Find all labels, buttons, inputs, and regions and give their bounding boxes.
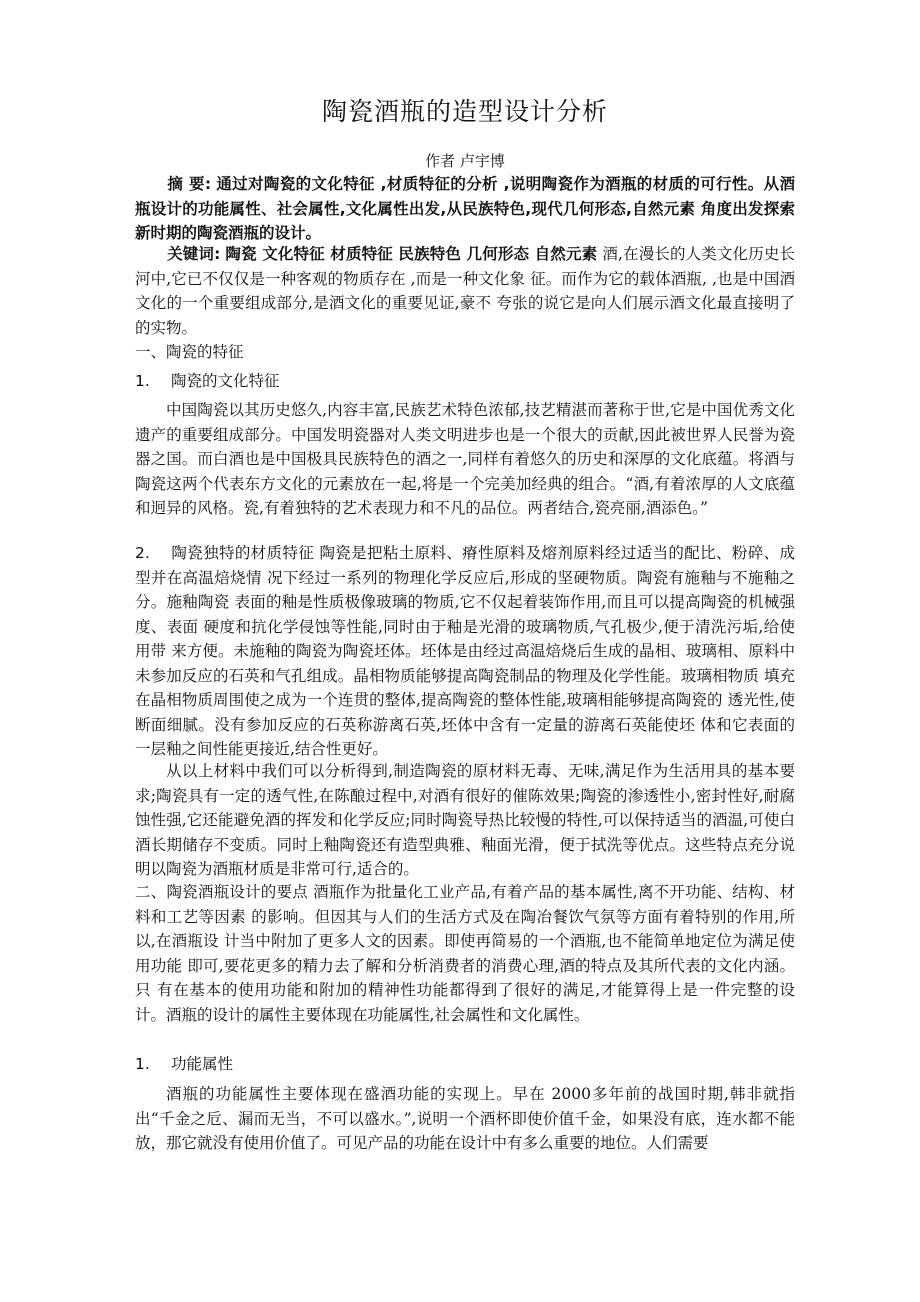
- subsection-title: 陶瓷的文化特征: [171, 372, 280, 390]
- author-line: 作者 卢宇博: [425, 152, 505, 170]
- intro-text: 酒,在漫长的人类文化历史长河中,它已不仅仅是一种客观的物质存在 ,而是一种文化象 征。而作为它的载体酒瓶, ,也是中国酒文化的一个重要组成部分,是酒文化的重要见证,豪不 夸张的说它是向人们展示酒文化最直接明了的实物。: [135, 245, 795, 337]
- subsection-number: 1.: [135, 372, 150, 390]
- section-heading-2: 二、陶瓷酒瓶设计的要点: [135, 883, 308, 901]
- paragraph-material-features: [135, 541, 795, 762]
- paragraph-analysis: 从以上材料中我们可以分析得到,制造陶瓷的原材料无毒、无味,满足作为生活用具的基本要求;陶瓷具有一定的透气性,在陈酿过程中,对酒有很好的催陈效果;陶瓷的渗透性小,密封性好,耐腐蚀性强,它还能避免酒的挥发和化学反应;同时陶瓷导热比较慢的特性,可以保持适当的酒温,可使白酒长期储存不变质。同时上釉陶瓷还有造型典雅、釉面光滑，便于拭洗等优点。这些特点充分说明以陶瓷为酒瓶材质是非常可行,适合的。: [135, 762, 795, 878]
- subsection-number: 1.: [135, 1055, 150, 1073]
- subsection-title: 功能属性: [171, 1055, 234, 1073]
- subsection-heading-1-1: [135, 369, 280, 391]
- subsection-heading-2-1: [135, 1052, 233, 1074]
- paper-title: 陶瓷酒瓶的造型设计分析: [321, 97, 608, 126]
- keywords-terms: 陶瓷 文化特征 材质特征 民族特色 几何形态 自然元素: [225, 245, 598, 263]
- subsection-number: 2.: [135, 544, 150, 562]
- keywords-paragraph: [135, 242, 795, 340]
- subsection-title: 陶瓷独特的材质特征: [171, 544, 315, 562]
- abstract: [135, 172, 795, 246]
- paragraph-cultural-features: 中国陶瓷以其历史悠久,内容丰富,民族艺术特色浓郁,技艺精湛而著称于世,它是中国优秀文化遗产的重要组成部分。中国发明瓷器对人类文明进步也是一个很大的贡献,因此被世界人民誉为瓷器之国。而白酒也是中国极具民族特色的酒之一,同样有着悠久的历史和深厚的文化底蕴。将酒与陶瓷这两个代表东方文化的元素放在一起,将是一个完美加经典的组合。“酒,有着浓厚的人文底蕴和迥异的风格。瓷,有着独特的艺术表现力和不凡的品位。两者结合,瓷亮丽,酒添色。”: [135, 401, 795, 517]
- paragraph-function: 酒瓶的功能属性主要体现在盛酒功能的实现上。早在 2000多年前的战国时期,韩非就指出“千金之卮、漏而无当，不可以盛水。”,说明一个酒杯即使价值千金，如果没有底，连水都不能放，那它就没有使用价值了。可见产品的功能在设计中有多么重要的地位。人们需要: [135, 1085, 795, 1152]
- paragraph-text: 酒瓶作为批量化工业产品,有着产品的基本属性,离不开功能、结构、材料和工艺等因素 的影响。但因其与人们的生活方式及在陶冶餐饮气氛等方面有着特别的作用,所以,在酒瓶设 计当中附加了更多人文的因素。即使再简易的一个酒瓶,也不能简单地定位为满足使用功能 即可,要花更多的精力去了解和分析消费者的消费心理,酒的特点及其所代表的文化内涵。只 有在基本的使用功能和附加的精神性功能都得到了很好的满足,才能算得上是一件完整的设 计。酒瓶的设计的属性主要体现在功能属性,社会属性和文化属性。: [135, 883, 795, 1024]
- abstract-text: 通过对陶瓷的文化特征 ,材质特征的分析 ,说明陶瓷作为酒瓶的材质的可行性。从酒瓶设计的功能属性、社会属性,文化属性出发,从民族特色,现代几何形态,自然元素 角度出发探索新时期的陶瓷酒瓶的设计。: [135, 175, 795, 242]
- abstract-label: 摘 要:: [167, 175, 212, 193]
- paragraph-text: 陶瓷是把粘土原料、瘠性原料及熔剂原料经过适当的配比、粉碎、成型并在高温焙烧情 况下经过一系列的物理化学反应后,形成的坚硬物质。陶瓷有施釉与不施釉之分。施釉陶瓷 表面的釉是性质极像玻璃的物质,它不仅起着装饰作用,而且可以提高陶瓷的机械强度、表面 硬度和抗化学侵蚀等性能,同时由于釉是光滑的玻璃物质,气孔极少,便于清洗污垢,给使用带 来方便。未施釉的陶瓷为陶瓷坯体。坯体是由经过高温焙烧后生成的晶相、玻璃相、原料中 未参加反应的石英和气孔组成。晶相物质能够提高陶瓷制品的物理及化学性能。玻璃相物质 填充在晶相物质周围使之成为一个连贯的整体,提高陶瓷的整体性能,玻璃相能够提高陶瓷的 透光性,使断面细腻。没有参加反应的石英称游离石英,坯体中含有一定量的游离石英能使坯 体和它表面的一层釉之间性能更接近,结合性更好。: [135, 544, 795, 758]
- section-heading-1: 一、陶瓷的特征: [135, 343, 244, 361]
- paragraph-design-points: [135, 880, 795, 1027]
- keywords-label: 关键词:: [167, 245, 221, 263]
